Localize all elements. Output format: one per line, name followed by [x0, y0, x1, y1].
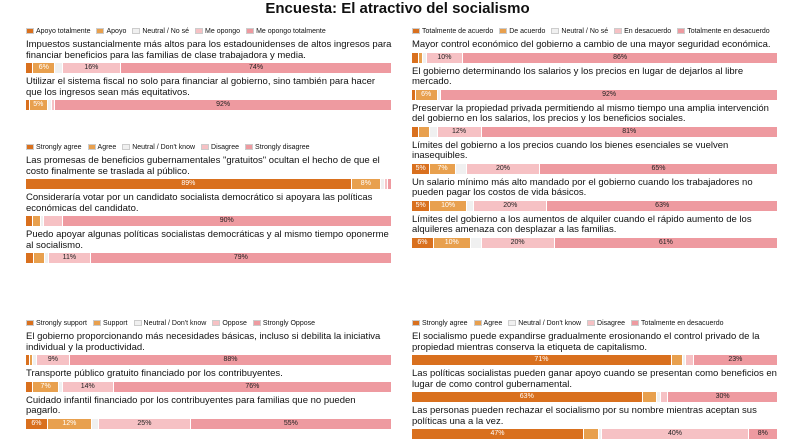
bar-segment: 8% [352, 179, 381, 189]
stacked-bar [412, 429, 778, 439]
question [412, 67, 778, 100]
legend-item [26, 320, 87, 327]
question-text: Transporte público gratuito financiado por los contribuyentes. [26, 368, 283, 379]
legend-label: Oppose [222, 319, 247, 327]
question [412, 215, 778, 248]
legend-item [253, 320, 315, 327]
legend-item [26, 28, 90, 35]
legend-label: Neutral / Don't know [132, 143, 196, 151]
legend-item [195, 28, 240, 35]
legend-item [614, 28, 671, 35]
legend-item [132, 28, 189, 35]
bar-segment: 86% [463, 53, 778, 63]
bar-segment: 30% [668, 392, 778, 402]
legend-item [122, 144, 195, 151]
legend-label: Me opongo totalmente [256, 27, 326, 35]
legend-item [26, 144, 82, 151]
legend [26, 142, 392, 152]
bar-segment [388, 179, 392, 189]
legend-swatch [132, 28, 140, 34]
bar-segment: 12% [438, 127, 482, 137]
legend-item [93, 320, 128, 327]
bar-segment [26, 382, 33, 392]
question [412, 369, 778, 402]
stacked-bar [412, 238, 778, 248]
bar-segment [412, 127, 419, 137]
chart-title: Encuesta: El atractivo del socialismo [265, 0, 530, 17]
bar-segment [34, 253, 45, 263]
legend-swatch [614, 28, 622, 34]
legend-swatch [253, 320, 261, 326]
bar-segment: 16% [63, 63, 122, 73]
stacked-bar [26, 382, 392, 392]
legend-swatch [551, 28, 559, 34]
legend-label: Support [102, 319, 128, 327]
legend-item [587, 320, 625, 327]
bar-segment: 63% [547, 201, 778, 211]
legend-label: Apoyo totalmente [36, 27, 91, 35]
question-text: Impuestos sustancialmente más altos para los estadounidenses de altos ingresos para financiar beneficios para las familias de clase trabajadora y media. [26, 39, 392, 61]
stacked-bar [26, 100, 392, 110]
question [26, 332, 392, 365]
legend-swatch [508, 320, 516, 326]
stacked-bar [26, 179, 392, 189]
legend-item [412, 28, 493, 35]
bar-segment: 20% [467, 164, 540, 174]
bar-segment: 90% [63, 216, 392, 226]
bar-segment: 55% [191, 419, 392, 429]
question-text: Las promesas de beneficios gubernamentales "gratuitos" ocultan el hecho de que el costo finalmente se traslada al público. [26, 155, 380, 177]
question [412, 332, 778, 365]
legend-label: Disagree [597, 319, 626, 327]
question [26, 230, 392, 263]
legend-swatch [499, 28, 507, 34]
bar-segment: 10% [434, 238, 471, 248]
legend-label: Strongly agree [36, 143, 82, 151]
legend-label: Neutral / No sé [142, 27, 190, 35]
legend-label: Me opongo [205, 27, 241, 35]
bar-segment [471, 238, 482, 248]
question-text: Límites del gobierno a los aumentos de alquiler cuando el rápido aumento de los alquileres amenaza con desplazar a las familias. [412, 213, 752, 235]
legend-item [246, 28, 326, 35]
question [26, 77, 392, 110]
bar-segment: 7% [33, 382, 59, 392]
legend-swatch [122, 144, 130, 150]
question-text: Límites del gobierno a los precios cuando los bienes esenciales se vuelven inasequibles. [412, 139, 729, 161]
bar-segment: 76% [114, 382, 392, 392]
question-text: Preservar la propiedad privada permitiendo al mismo tiempo una amplia intervención del gobierno en los salarios, los precios y los beneficios sociales. [412, 102, 769, 124]
stacked-bar [412, 164, 778, 174]
legend-swatch [412, 320, 420, 326]
bar-segment [26, 63, 33, 73]
legend-label: Totalmente de acuerdo [422, 27, 494, 35]
bar-segment: 5% [30, 100, 48, 110]
legend-label: Agree [483, 319, 503, 327]
legend-swatch [26, 144, 34, 150]
question [412, 178, 778, 211]
legend-item [88, 144, 117, 151]
bar-segment: 89% [26, 179, 352, 189]
bar-segment: 81% [482, 127, 778, 137]
legend-label: Totalmente en desacuerdo [641, 319, 724, 327]
legend-item [631, 320, 724, 327]
panel-support [26, 318, 392, 429]
question [26, 369, 392, 392]
legend-label: Neutral / No sé [561, 27, 609, 35]
bar-segment: 23% [694, 355, 778, 365]
bar-segment: 6% [33, 63, 55, 73]
bar-segment [412, 53, 419, 63]
bar-segment: 5% [412, 201, 430, 211]
stacked-bar [26, 355, 392, 365]
question [26, 40, 392, 73]
legend [412, 318, 778, 328]
bar-segment: 47% [412, 429, 584, 439]
bar-segment: 71% [412, 355, 672, 365]
bar-segment: 9% [37, 355, 70, 365]
legend-swatch [474, 320, 482, 326]
bar-segment: 14% [63, 382, 114, 392]
legend-swatch [26, 320, 34, 326]
question-text: Utilizar el sistema fiscal no solo para financiar al gobierno, sino también para hacer que los ingresos sean más equitativos. [26, 76, 376, 98]
question-text: Puedo apoyar algunas políticas socialistas democráticas y al mismo tiempo oponerme al socialismo. [26, 229, 389, 251]
bar-segment: 74% [121, 63, 392, 73]
legend-item [245, 144, 309, 151]
legend-item [677, 28, 770, 35]
bar-segment: 11% [49, 253, 91, 263]
bar-segment [686, 355, 693, 365]
legend-label: Disagree [211, 143, 240, 151]
bar-segment: 20% [482, 238, 555, 248]
stacked-bar [26, 63, 392, 73]
stacked-bar [26, 253, 392, 263]
panel-apoyo [26, 26, 392, 110]
bar-segment: 10% [430, 201, 467, 211]
legend-label: Neutral / Don't know [143, 319, 207, 327]
legend-label: Agree [97, 143, 117, 151]
bar-segment: 8% [749, 429, 778, 439]
legend-swatch [134, 320, 142, 326]
question [412, 104, 778, 137]
legend-label: En desacuerdo [624, 27, 672, 35]
legend-swatch [88, 144, 96, 150]
legend-item [412, 320, 468, 327]
legend-item [134, 320, 207, 327]
bar-segment: 79% [91, 253, 392, 263]
question-text: El gobierno proporcionando más necesidades básicas, incluso si debilita la iniciativa individual y la productividad. [26, 331, 381, 353]
legend-item [201, 144, 239, 151]
stacked-bar [412, 53, 778, 63]
legend-label: Apoyo [106, 27, 127, 35]
panel-acuerdo [412, 26, 778, 248]
question [26, 396, 392, 429]
legend-label: Totalmente en desacuerdo [687, 27, 770, 35]
legend-item [212, 320, 247, 327]
question [412, 40, 778, 63]
legend-swatch [246, 28, 254, 34]
legend-swatch [212, 320, 220, 326]
legend-swatch [587, 320, 595, 326]
bar-segment [92, 419, 99, 429]
question-text: Cuidado infantil financiado por los contribuyentes para familias que no pueden pagarlo. [26, 394, 356, 416]
legend-label: Strongly disagree [255, 143, 310, 151]
stacked-bar [26, 419, 392, 429]
panel-agree [26, 142, 392, 263]
bar-segment [584, 429, 599, 439]
bar-segment [44, 216, 62, 226]
legend-swatch [93, 320, 101, 326]
bar-segment: 20% [474, 201, 547, 211]
bar-segment: 63% [412, 392, 643, 402]
bar-segment [55, 63, 62, 73]
bar-segment: 92% [441, 90, 778, 100]
legend-label: De acuerdo [509, 27, 546, 35]
bar-segment [26, 216, 33, 226]
question [26, 193, 392, 226]
bar-segment: 25% [99, 419, 191, 429]
legend-swatch [677, 28, 685, 34]
panel-agree-right [412, 318, 778, 439]
question [26, 156, 392, 189]
bar-segment [419, 127, 430, 137]
legend-item [551, 28, 608, 35]
bar-segment: 6% [416, 90, 438, 100]
legend [26, 26, 392, 36]
bar-segment [467, 201, 474, 211]
question-text: Mayor control económico del gobierno a cambio de una mayor seguridad económica. [412, 39, 771, 50]
legend-label: Neutral / Don't know [518, 319, 582, 327]
legend-swatch [631, 320, 639, 326]
bar-segment: 6% [26, 419, 48, 429]
legend-label: Strongly agree [422, 319, 468, 327]
bar-segment: 10% [427, 53, 464, 63]
bar-segment: 88% [70, 355, 392, 365]
legend-item [96, 28, 126, 35]
legend [412, 26, 778, 36]
bar-segment: 6% [412, 238, 434, 248]
legend [26, 318, 392, 328]
legend-swatch [412, 28, 420, 34]
bar-segment [26, 253, 34, 263]
question-text: Consideraría votar por un candidato socialista democrático si apoyara las políticas económicas del candidato. [26, 192, 373, 214]
bar-segment: 61% [555, 238, 778, 248]
stacked-bar [412, 90, 778, 100]
bar-segment [456, 164, 467, 174]
legend-swatch [195, 28, 203, 34]
stacked-bar [412, 355, 778, 365]
bar-segment: 5% [412, 164, 430, 174]
bar-segment: 7% [430, 164, 456, 174]
question-text: Las políticas socialistas pueden ganar apoyo cuando se presentan como beneficios en lugar de como control gubernamental. [412, 368, 777, 390]
question [412, 141, 778, 174]
bar-segment: 65% [540, 164, 778, 174]
stacked-bar [412, 392, 778, 402]
legend-label: Strongly Oppose [262, 319, 316, 327]
bar-segment: 40% [602, 429, 748, 439]
question-text: El gobierno determinando los salarios y los precios en lugar de dejarlos al libre mercado. [412, 65, 744, 87]
stacked-bar [412, 127, 778, 137]
question [412, 406, 778, 439]
legend-item [474, 320, 503, 327]
bar-segment [643, 392, 658, 402]
legend-swatch [245, 144, 253, 150]
stacked-bar [412, 201, 778, 211]
legend-swatch [201, 144, 209, 150]
legend-item [508, 320, 581, 327]
bar-segment [661, 392, 668, 402]
question-text: Las personas pueden rechazar el socialismo por su nombre mientras aceptan sus políticas una a la vez. [412, 405, 757, 427]
legend-swatch [96, 28, 104, 34]
legend-swatch [26, 28, 34, 34]
bar-segment: 12% [48, 419, 92, 429]
bar-segment [33, 216, 40, 226]
bar-segment: 92% [55, 100, 392, 110]
question-text: Un salario mínimo más alto mandado por el gobierno cuando los trabajadores no pueden pagar los costos de vida básicos. [412, 176, 753, 198]
bar-segment [672, 355, 683, 365]
question-text: El socialismo puede expandirse gradualmente erosionando el control privado de la propiedad mientras conserva la etiqueta de capitalismo. [412, 331, 760, 353]
legend-label: Strongly support [36, 319, 87, 327]
legend-item [499, 28, 545, 35]
bar-segment [430, 127, 437, 137]
stacked-bar [26, 216, 392, 226]
